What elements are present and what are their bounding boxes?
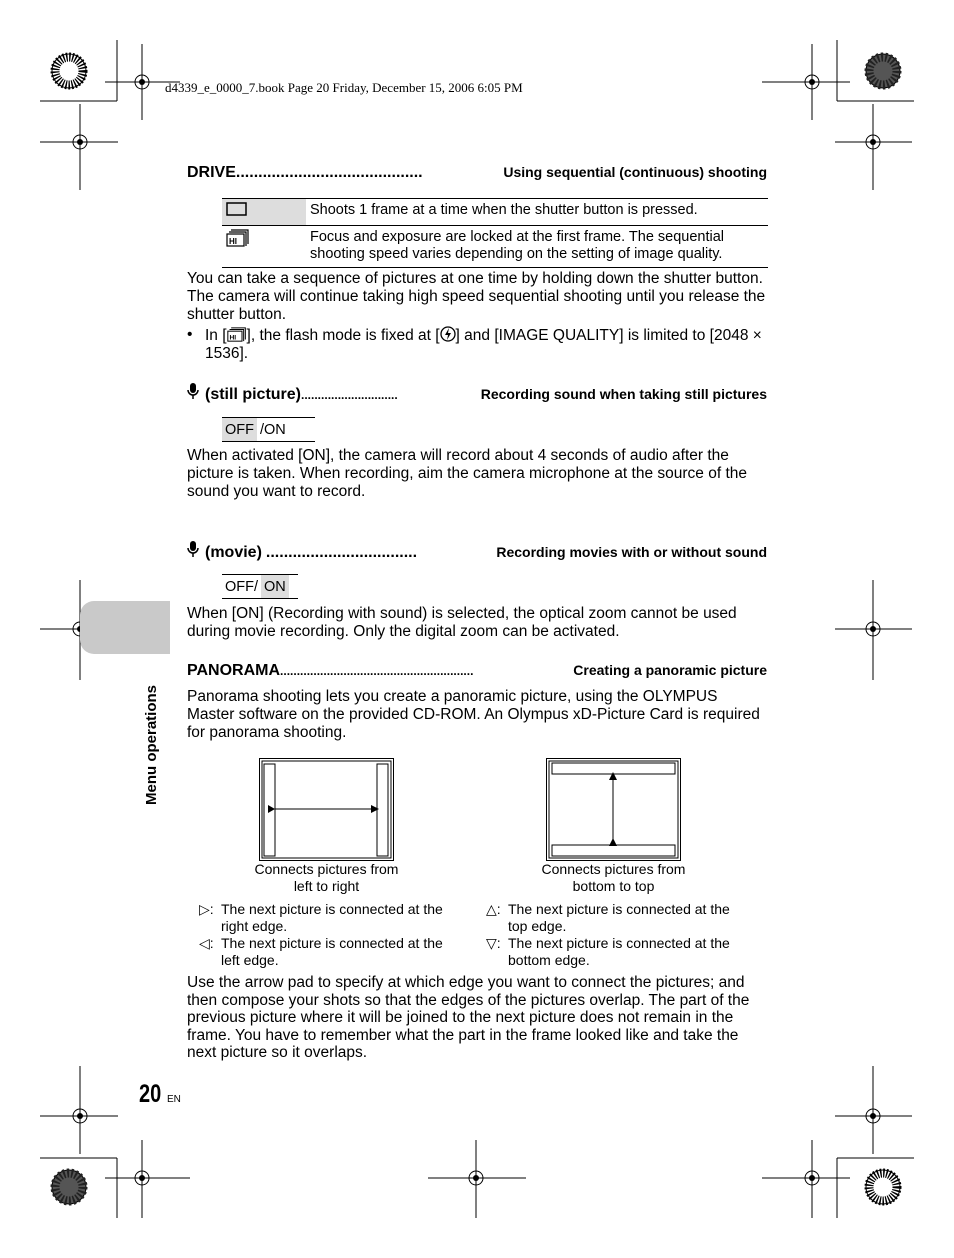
flash-off-icon: [440, 326, 456, 342]
movie-title: (movie): [205, 544, 262, 561]
legend-item: [199, 935, 464, 969]
single-frame-icon: [222, 199, 306, 226]
drive-dots: ..........................................: [235, 164, 423, 181]
still-heading: [187, 383, 767, 404]
legend-left: [199, 901, 464, 969]
panorama-paragraph: Panorama shooting lets you create a panoramic picture, using the OLYMPUS Master software on the provided CD-ROM. An Olympus xD-Picture Card is required for panorama shooting.: [187, 688, 760, 741]
legend-text: The next picture is connected at the right edge.: [221, 901, 443, 934]
book-header-line: d4339_e_0000_7.book Page 20 Friday, December 15, 2006 6:05 PM: [165, 80, 523, 95]
drive-row-text: Shoots 1 frame at a time when the shutter button is pressed.: [306, 199, 768, 226]
svg-text:HI: HI: [229, 334, 236, 342]
legend-text: The next picture is connected at the top edge.: [508, 901, 730, 934]
drive-subtitle: Using sequential (continuous) shooting: [503, 164, 767, 180]
left-arrow-icon: ◁:: [199, 935, 214, 951]
table-row: [222, 226, 768, 268]
option-off: OFF: [222, 418, 257, 441]
bullet-text-post: ] and [IMAGE QUALITY] is limited to [2048 × 1536].: [205, 327, 762, 362]
microphone-icon: [187, 541, 199, 557]
page-number: 20: [139, 1080, 162, 1108]
bullet-mark: •: [187, 326, 193, 343]
legend-text: The next picture is connected at the left edge.: [221, 935, 443, 968]
legend-item: [199, 901, 464, 935]
microphone-icon: [187, 383, 199, 399]
sidebar-label: Menu operations: [143, 684, 160, 805]
drive-row-text: Focus and exposure are locked at the first frame. The sequential shooting speed varies depending on the setting of image quality.: [306, 226, 768, 268]
page-language: EN: [167, 1094, 181, 1105]
up-arrow-icon: △:: [486, 901, 501, 917]
table-row: [222, 199, 768, 226]
movie-options: [222, 574, 298, 599]
panorama-title: PANORAMA: [187, 662, 281, 679]
drive-title: DRIVE: [187, 164, 236, 181]
legend-item: [486, 935, 751, 969]
caption-left: Connects pictures from left to right: [254, 861, 399, 894]
drive-options-table: [222, 198, 768, 268]
sequential-hi-icon: [222, 226, 306, 268]
drive-heading: [187, 164, 767, 182]
panorama-subtitle: Creating a panoramic picture: [573, 662, 767, 678]
movie-heading: [187, 541, 767, 562]
movie-dots: ..................................: [265, 544, 418, 561]
panorama-paragraph-2: Use the arrow pad to specify at which edge you want to connect the pictures; and then compose your shots so that the edges of the pictures overlap. The part of the previous picture where it will be joined to the next picture does not remain in the frame. You have to remember what the part in the frame looked like and take the next picture so it overlaps.: [187, 974, 750, 1062]
drive-bullet: [187, 326, 767, 363]
legend-text: The next picture is connected at the bottom edge.: [508, 935, 730, 968]
legend-item: [486, 901, 751, 935]
bullet-text: [205, 326, 767, 363]
drive-paragraph: You can take a sequence of pictures at one time by holding down the shutter button. The camera will continue taking high speed sequential shooting until you release the shutter button.: [187, 270, 766, 323]
bullet-text-pre: In [: [205, 327, 227, 344]
option-on: /ON: [260, 421, 286, 438]
still-title: (still picture): [205, 386, 302, 403]
still-options: [222, 417, 315, 442]
panorama-heading: [187, 662, 767, 680]
option-off: OFF/: [225, 578, 259, 595]
still-paragraph: When activated [ON], the camera will record about 4 seconds of audio after the picture is taken. When recording, aim the camera microphone at the source of the sound you want to record.: [187, 447, 748, 500]
section-tab: [80, 601, 170, 654]
bullet-text-mid: ], the flash mode is fixed at [: [246, 327, 440, 344]
legend-right: [486, 901, 751, 969]
right-arrow-icon: ▷:: [199, 901, 214, 917]
still-subtitle: Recording sound when taking still pictures: [480, 386, 767, 402]
option-on: ON: [261, 575, 289, 598]
left-to-right-diagram: [259, 758, 394, 861]
sequential-hi-icon: [227, 327, 247, 342]
down-arrow-icon: ▽:: [486, 935, 501, 951]
bottom-to-top-diagram: [546, 758, 681, 861]
panorama-dots: ..........................................................: [280, 664, 474, 678]
still-dots: .............................: [301, 388, 398, 402]
svg-text:HI: HI: [229, 237, 237, 246]
caption-right: Connects pictures from bottom to top: [541, 861, 686, 894]
movie-subtitle: Recording movies with or without sound: [496, 544, 767, 560]
movie-paragraph: When [ON] (Recording with sound) is selected, the optical zoom cannot be used during movie recording. Only the digital zoom can be activated.: [187, 605, 737, 640]
